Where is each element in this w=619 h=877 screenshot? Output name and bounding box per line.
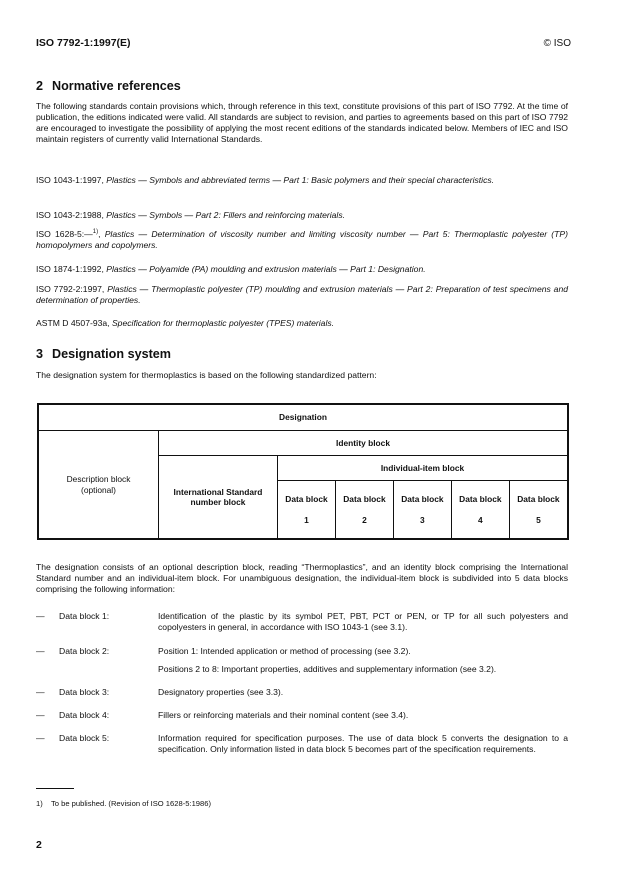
reference-id: ASTM D 4507-93a,: [36, 318, 110, 328]
individual-item-block-header: Individual-item block: [278, 456, 569, 481]
footnote: [36, 798, 211, 809]
item-text: Designatory properties (see 3.3).: [158, 687, 284, 697]
data-block-number: 1: [304, 515, 309, 525]
item-text-secondary: Positions 2 to 8: Important properties, additives and supplementary information (see 3.2).: [158, 664, 497, 674]
optional-label: (optional): [81, 484, 116, 495]
reference-title: Plastics — Polyamide (PA) moulding and extrusion materials — Part 1: Designation.: [106, 264, 426, 274]
footnote-marker: 1): [36, 799, 43, 808]
section-title: Designation system: [52, 347, 171, 361]
data-block-cell: [509, 481, 568, 540]
section-3-heading: [36, 349, 171, 360]
data-block-number: 3: [420, 515, 425, 525]
data-block-cell: [335, 481, 393, 540]
item-text: Fillers or reinforcing materials and their nominal content (see 3.4).: [158, 710, 409, 720]
normative-intro-paragraph: The following standards contain provisions which, through reference in this text, constitute provisions of this part of ISO 7792. At the time of publication, the editions indicated were valid. All standards are subject to revision, and parties to agreements based on this part of ISO 7792 are encouraged to investigate the possibility of applying the most recent editions of the standards indicated below. Members of IEC and ISO maintain registers of currently valid International Standards.: [36, 101, 568, 144]
data-block-cell: [393, 481, 451, 540]
footnote-divider: [36, 788, 74, 789]
reference-title: Plastics — Symbols — Part 2: Fillers and reinforcing materials.: [106, 210, 346, 220]
footnote-marker[interactable]: 1): [92, 229, 99, 235]
item-text: Position 1: Intended application or method of processing (see 3.2).: [158, 646, 411, 656]
reference-title: Plastics — Determination of viscosity number and limiting viscosity number — Part 5: Thermoplastic polyester (TP) homopolymers and copolymers.: [36, 229, 569, 250]
designation-intro-paragraph: The designation system for thermoplastics is based on the following standardized pattern:: [36, 370, 377, 380]
reference-id: ISO 1874-1:1992,: [36, 264, 104, 274]
section-number: 2: [36, 79, 44, 93]
reference-title: Plastics — Thermoplastic polyester (TP) moulding and extrusion materials — Part 2: Preparation of test specimens and determination of properties.: [36, 284, 569, 305]
designation-header: Designation: [38, 404, 568, 431]
data-block-number: 5: [536, 515, 541, 525]
document-id: ISO 7792-1:1997(E): [36, 37, 131, 49]
dash-bullet: —: [36, 710, 45, 720]
data-block-label: Data block: [285, 493, 328, 504]
dash-bullet: —: [36, 687, 45, 697]
reference-id: ISO 1043-2:1988,: [36, 210, 104, 220]
section-number: 3: [36, 347, 44, 361]
reference-id: ISO 1628-5:—: [36, 229, 93, 239]
dash-bullet: —: [36, 733, 45, 743]
data-block-number: 2: [362, 515, 367, 525]
footnote-text: To be published. (Revision of ISO 1628-5:1986): [51, 799, 211, 808]
designation-explanation-paragraph: The designation consists of an optional description block, reading “Thermoplastics”, and an identity block comprising the International Standard number and an individual-item block. For unambiguous designation, the individual-item block is subdivided into 5 data blocks comprising the following information:: [36, 562, 568, 594]
item-label: Data block 4:: [59, 710, 110, 720]
dash-bullet: —: [36, 611, 45, 621]
data-block-label: Data block: [401, 493, 444, 504]
data-block-label: Data block: [343, 493, 386, 504]
page-number: 2: [36, 839, 42, 851]
data-block-cell: [278, 481, 336, 540]
item-label: Data block 3:: [59, 687, 110, 697]
reference-title: Specification for thermoplastic polyester (TPES) materials.: [111, 318, 335, 328]
data-block-number: 4: [478, 515, 483, 525]
section-2-heading: [36, 81, 181, 92]
description-block-label: Description block: [66, 474, 131, 484]
designation-table: [37, 403, 569, 540]
reference-id: ISO 7792-2:1997,: [36, 284, 105, 294]
item-text: Identification of the plastic by its symbol PET, PBT, PCT or PEN, or TP for all such polyesters and copolyesters in general, in accordance with ISO 1043-1 (see 3.1).: [158, 611, 568, 632]
dash-bullet: —: [36, 646, 45, 656]
reference-item: [36, 229, 568, 251]
description-block-cell: [38, 431, 159, 540]
reference-id: ISO 1043-1:1997,: [36, 175, 104, 185]
reference-item: [36, 264, 568, 275]
data-block-cell: [451, 481, 509, 540]
copyright-notice: © ISO: [543, 38, 571, 49]
section-title: Normative references: [52, 79, 181, 93]
item-text: Information required for specification purposes. The use of data block 5 converts the designation to a specification. Only information listed in data block 5 becomes part of the specification requirements.: [158, 733, 568, 754]
reference-item: [36, 210, 568, 221]
reference-item: [36, 284, 568, 306]
reference-item: [36, 318, 568, 329]
separator: ,: [98, 229, 101, 239]
item-label: Data block 1:: [59, 611, 110, 621]
reference-item: [36, 175, 568, 186]
item-label: Data block 2:: [59, 646, 110, 656]
int-std-number-block-cell: International Standard number block: [159, 456, 278, 540]
reference-title: Plastics — Symbols and abbreviated terms — Part 1: Basic polymers and their special characteristics.: [106, 175, 495, 185]
data-block-label: Data block: [459, 493, 502, 504]
data-block-label: Data block: [517, 493, 560, 504]
identity-block-header: Identity block: [159, 431, 569, 456]
item-label: Data block 5:: [59, 733, 110, 743]
